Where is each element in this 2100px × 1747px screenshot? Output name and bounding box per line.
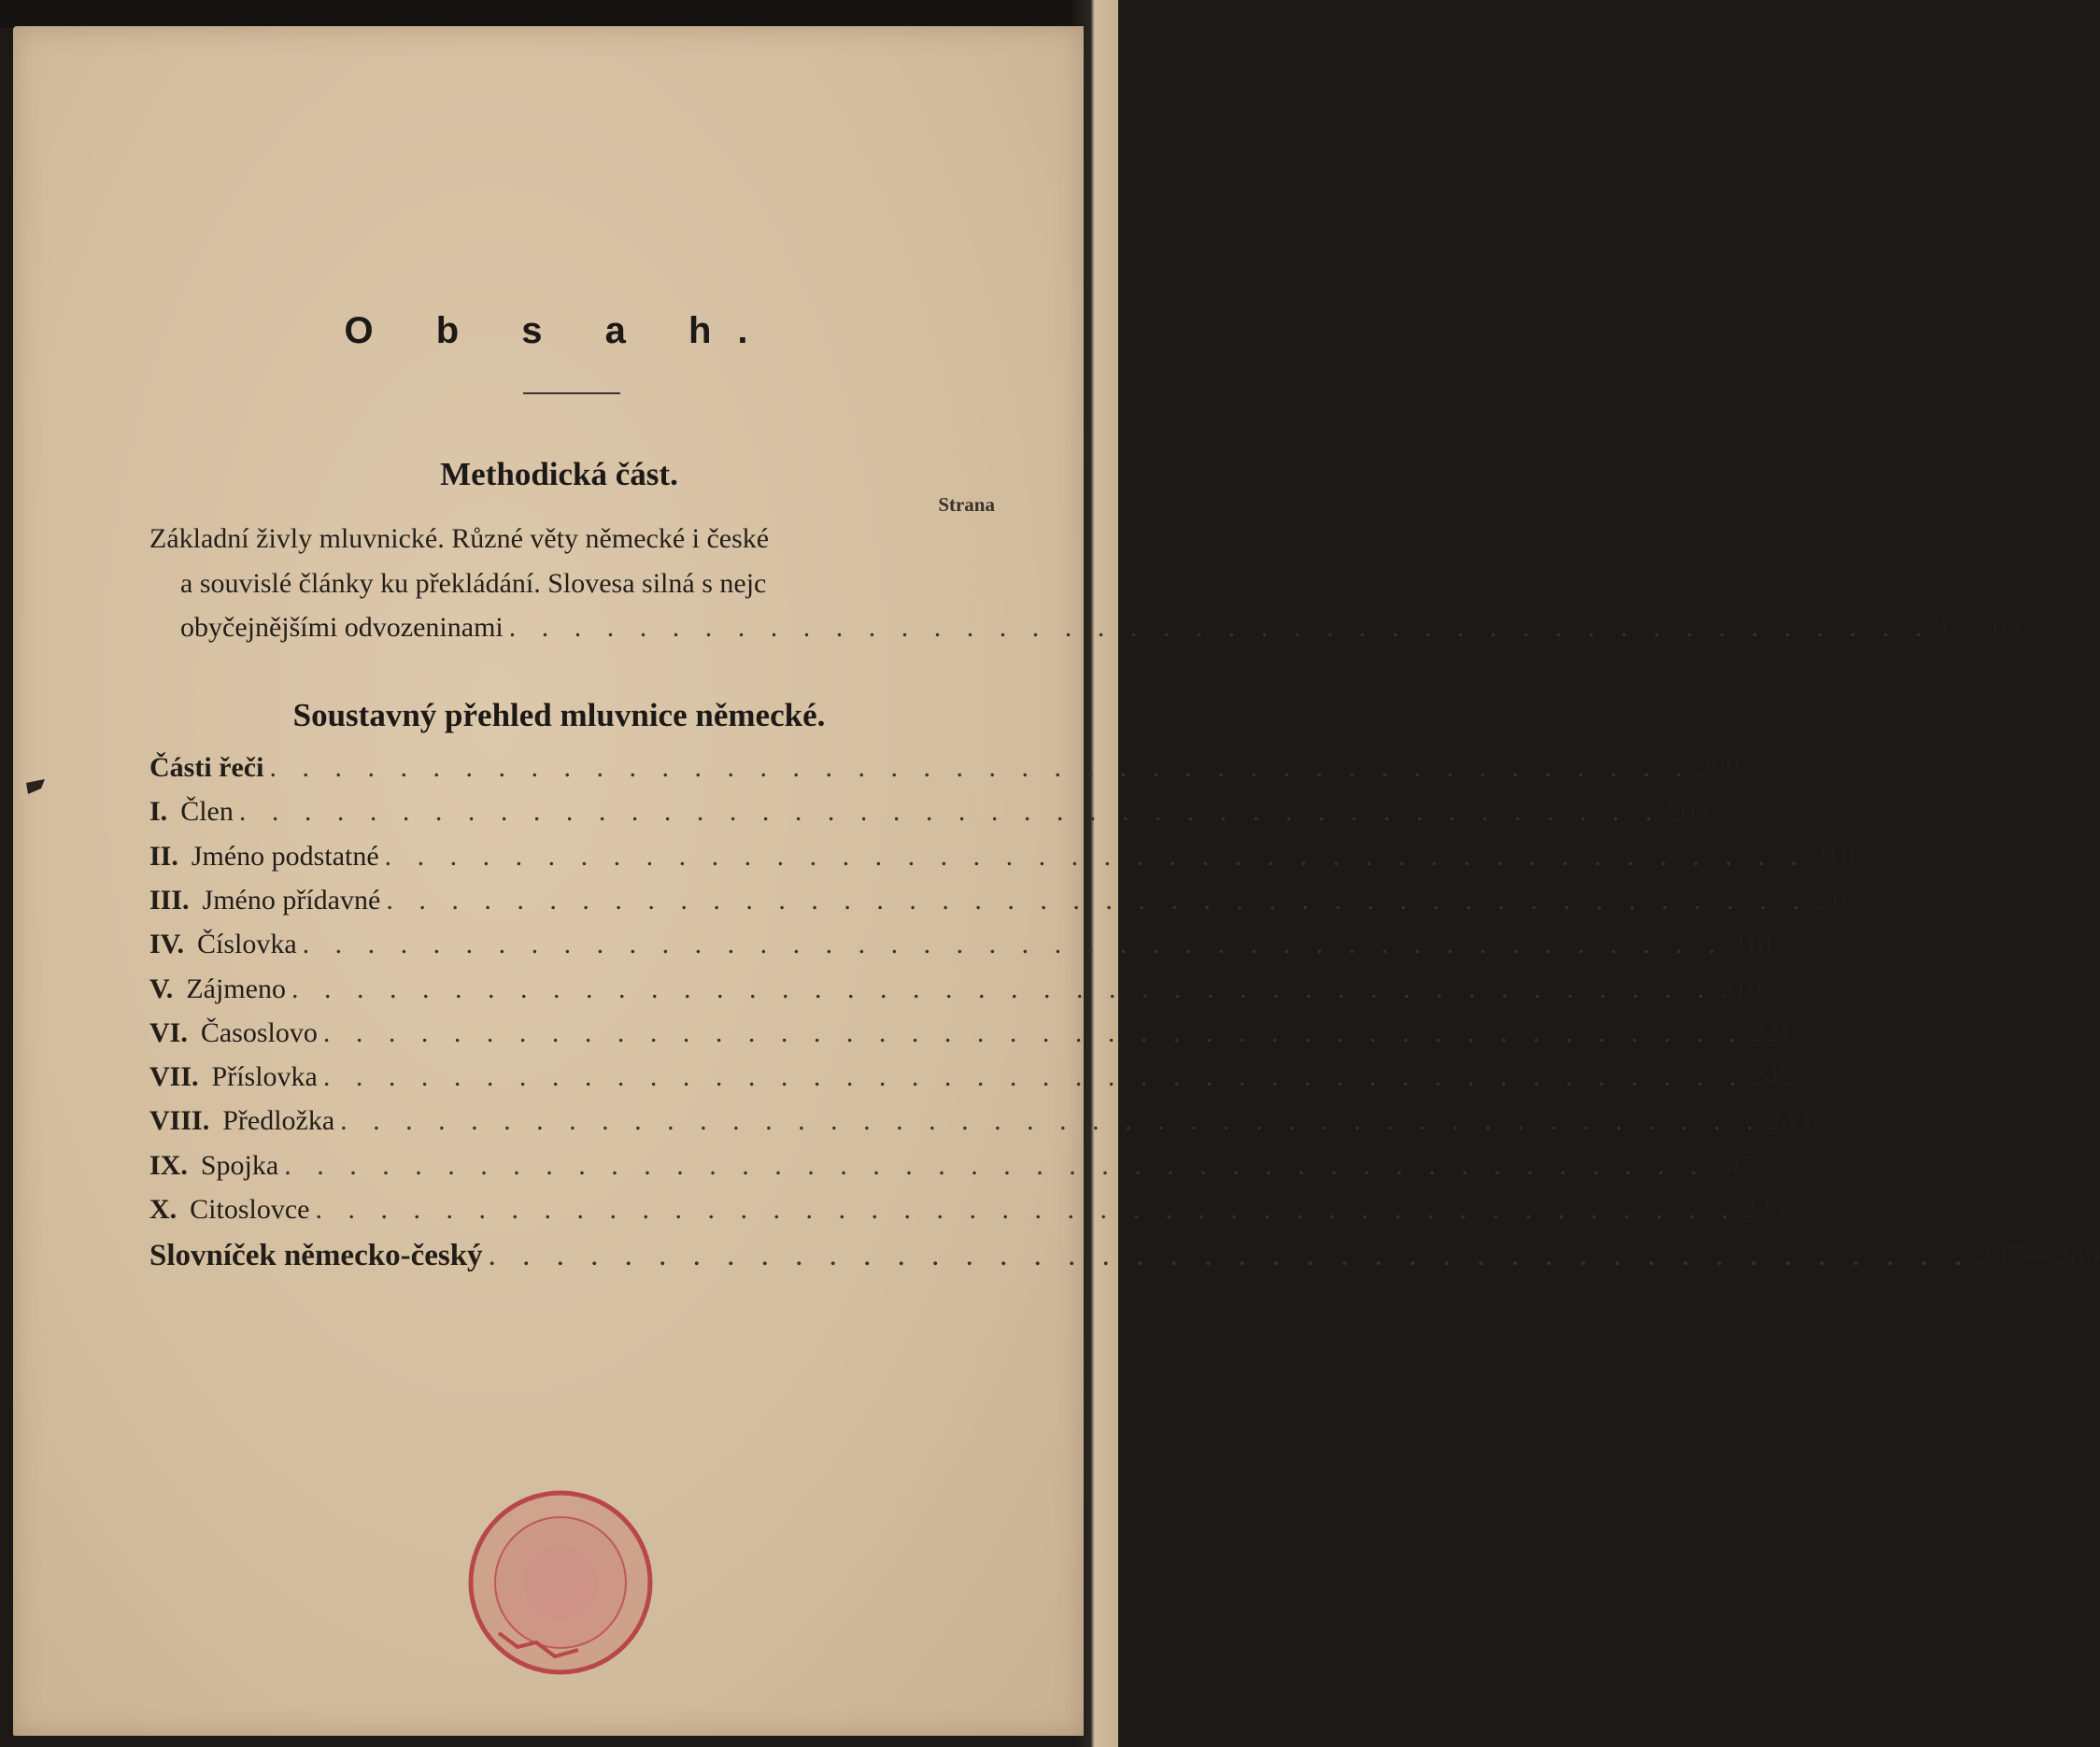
toc-row [149,973,1762,1011]
leader-dots: . . . . . . . . . . . . . . . . . . . . . . . . . . . . . . . . . . . . . . . . . . . . [284,1150,1707,1181]
toc-entry-label: Citoslovce [190,1194,310,1225]
toc-roman-numeral: IV. [149,929,184,959]
dictionary-pages: 247—289 [1977,1239,2100,1272]
leader-dots: . . . . . . . . . . . . . . . . . . . . . . . . . . . . . . . . . . . . . . . . . . . . [322,1061,1746,1092]
toc-roman-numeral: IX. [149,1150,188,1181]
toc-entry-label: Zájmeno [186,973,286,1004]
toc-roman-numeral: V. [149,973,174,1004]
toc-roman-numeral: II. [149,841,178,872]
library-stamp [461,1484,660,1682]
toc-page-number: 221 [1751,1017,1794,1048]
dictionary-row [149,1239,2100,1276]
toc-entry-label: Části řeči [149,752,264,783]
toc-page-number: 246 [1743,1194,1785,1225]
scan-border-top [0,0,1118,28]
page-heading: O b s a h. [344,310,774,351]
toc-page-number: 245 [1711,1150,1754,1181]
toc-row [149,1150,1754,1187]
leader-dots: . . . . . . . . . . . . . . . . . . . . . . . . . . . . . . . . . . . . . . . . . . . . [302,929,1725,959]
leader-dots: . . . . . . . . . . . . . . . . . . . . . . . . . . . . . . . . . . . . . . . . . . . . [488,1239,1972,1272]
methodical-section-title: Methodická část. [440,456,678,492]
leader-dots: . . . . . . . . . . . . . . . . . . . . . . . . . . . . . . . . . . . . . . . . . . . . [322,1017,1746,1048]
methodical-line-1: Základní živly mluvnické. Různé věty německé i české [149,523,770,554]
toc-page-number: 219 [1719,973,1762,1004]
toc-roman-numeral: X. [149,1194,177,1225]
page-column-label: Strana [938,493,995,516]
toc-page-number: 243 [1767,1105,1810,1136]
heading-rule [523,392,620,394]
toc-entry-label: Jméno přídavné [202,885,381,916]
methodical-pages: 1—208 [1937,612,2022,643]
toc-row [149,1105,1810,1143]
toc-entry-label: Předložka [222,1105,335,1136]
toc-roman-numeral: VI. [149,1017,188,1048]
toc-row [149,1017,1794,1055]
toc-entry-label: Spojka [200,1150,279,1181]
toc-row [149,752,1739,789]
toc-entry-label: Číslovka [196,929,297,959]
leader-dots: . . . . . . . . . . . . . . . . . . . . . . . . . . . . . . . . . . . . . . . . . . . . [386,885,1809,916]
toc-row [149,1061,1794,1099]
methodical-line-3-row [180,612,2022,649]
toc-row [149,841,1855,878]
toc-roman-numeral: VII. [149,1061,199,1092]
leader-dots: . . . . . . . . . . . . . . . . . . . . . . . . . . . . . . . . . . . . . . . . . . . . [384,841,1808,872]
methodical-line-3: obyčejnějšími odvozeninami [180,612,504,643]
ink-smudge [22,766,49,803]
toc-row [149,929,1773,966]
leader-dots: . . . . . . . . . . . . . . . . . . . . . . . . . . . . . . . . . . . . . . . . . . . . [269,752,1692,783]
toc-page-number: 218 [1730,929,1773,959]
toc-entry-label: Jméno podstatné [191,841,379,872]
toc-row [149,1194,1785,1231]
toc-page-number: 209 [1696,752,1739,783]
toc-roman-numeral: VIII. [149,1105,210,1136]
leader-dots: . . . . . . . . . . . . . . . . . . . . . . . . . . . . . . . . . . . . . . . . . . . . [508,612,1932,643]
toc-page-number: 209 [1667,796,1710,827]
leader-dots: . . . . . . . . . . . . . . . . . . . . . . . . . . . . . . . . . . . . . . . . . . . . [340,1105,1763,1136]
leader-dots: . . . . . . . . . . . . . . . . . . . . . . . . . . . . . . . . . . . . . . . . . . . . [238,796,1662,827]
systematic-section-title: Soustavný přehled mluvnice německé. [292,697,826,733]
toc-page-number: 210 [1812,841,1855,872]
toc-entry-label: Časoslovo [200,1017,318,1048]
toc-row [149,885,1856,922]
leader-dots: . . . . . . . . . . . . . . . . . . . . . . . . . . . . . . . . . . . . . . . . . . . . [291,973,1714,1004]
toc-roman-numeral: I. [149,796,168,827]
dictionary-label: Slovníček německo-český [149,1239,483,1272]
toc-page-number: 216 [1813,885,1856,916]
toc-entry-label: Člen [180,796,234,827]
toc-roman-numeral: III. [149,885,190,916]
book-page [13,26,1084,1736]
leader-dots: . . . . . . . . . . . . . . . . . . . . . . . . . . . . . . . . . . . . . . . . . . . . [315,1194,1738,1225]
toc-entry-label: Příslovka [211,1061,318,1092]
toc-page-number: 242 [1751,1061,1794,1092]
methodical-line-2: a souvislé články ku překládání. Slovesa silná s nejc [180,568,767,599]
toc-row [149,796,1710,833]
